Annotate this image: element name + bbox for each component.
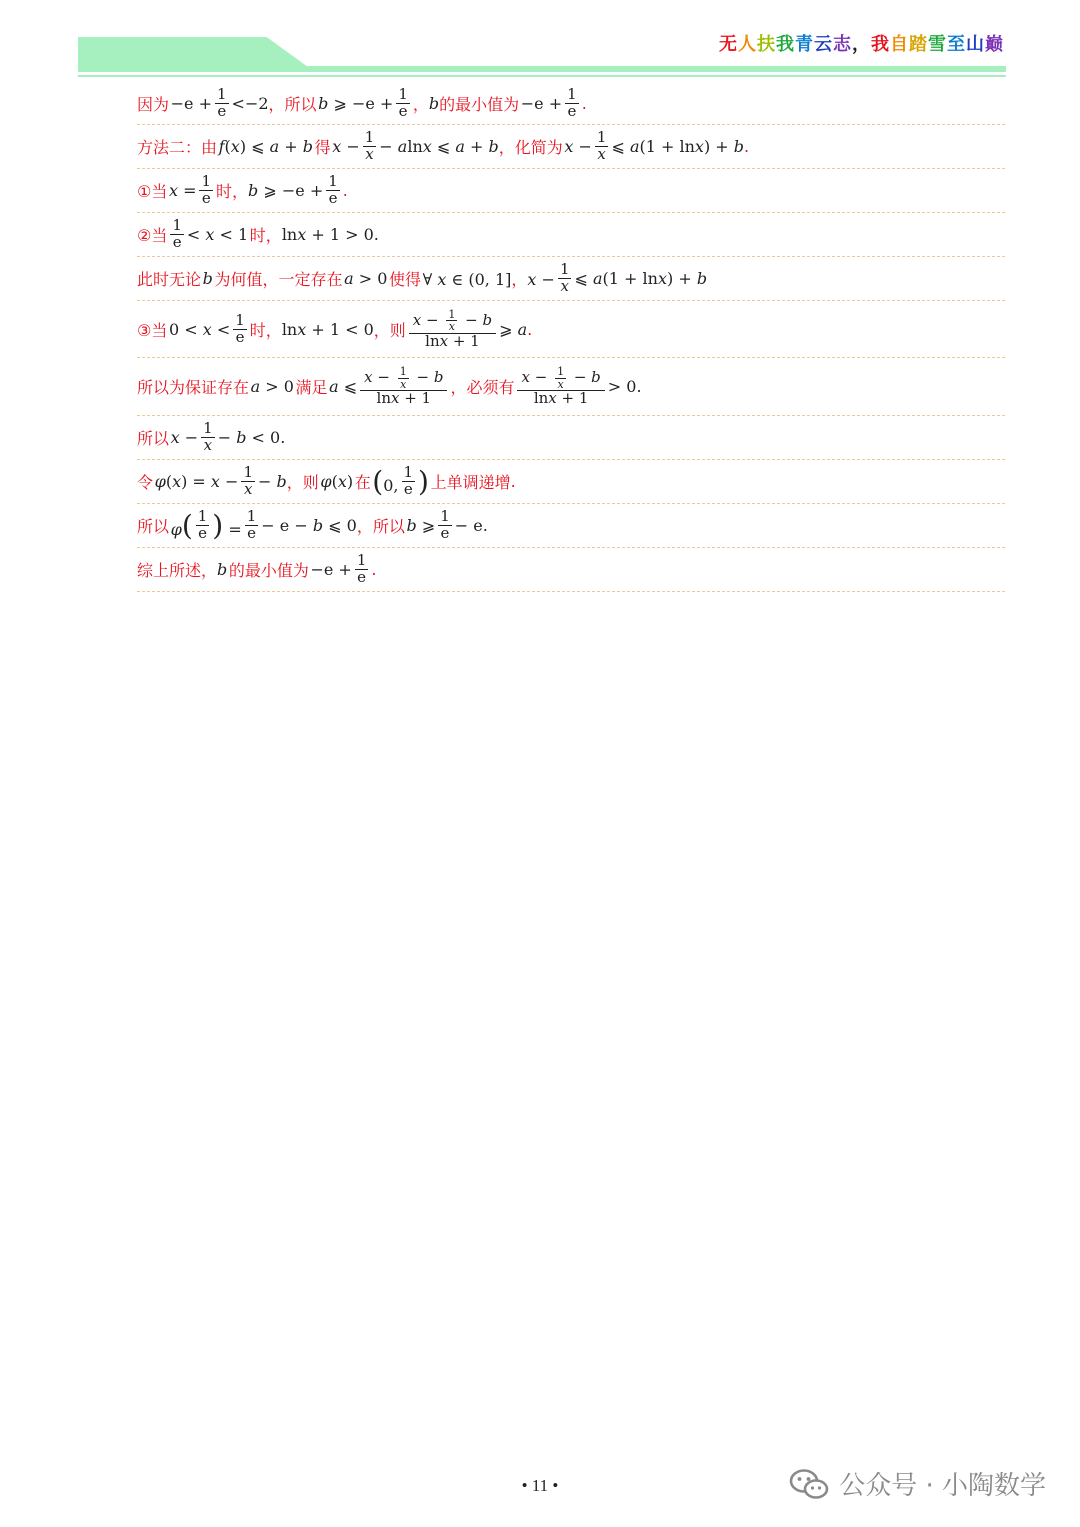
line-text: 时， xyxy=(249,320,282,340)
solution-line: ①当 x = $\frac{1}{e}$ 时， b ⩾ −e + $\frac{1}{e}$ . xyxy=(137,169,1005,213)
motto-char: 无 xyxy=(719,34,738,55)
fraction: $\frac{1}{e}$ xyxy=(216,84,227,120)
solution-line: 令 φ(x) = x − $\frac{1}{x}$ − b ，则 φ(x) 在 (0, 1 e ) 上单调递增 . xyxy=(137,460,1005,504)
fraction: 1 e xyxy=(440,507,450,542)
line-text: 时， xyxy=(249,226,282,245)
line-text: 使得 xyxy=(388,270,421,289)
header-motto xyxy=(719,30,1004,56)
line-text: 所以 xyxy=(137,517,170,536)
solution-line: 综上所述， b 的最小值为 −e + $\frac{1}{e}$ . xyxy=(137,548,1005,592)
motto-char: 青 xyxy=(795,34,814,55)
motto-char: 自 xyxy=(890,34,909,55)
solution-line: 方法二：由 f(x) ⩽ a + b 得 x − $\frac{1}{x}$ − alnx ⩽ a + b ，化简为 x − $\frac{1}{x}$ ⩽ a(1 + lnx) + b . xyxy=(137,125,1005,169)
solution-body xyxy=(137,82,1005,592)
solution-line: 所以 x − $\frac{1}{x}$ − b < 0. xyxy=(137,416,1005,460)
line-text: ②当 xyxy=(137,226,168,245)
line-text: 时， xyxy=(216,182,249,201)
line-text: 因为 xyxy=(137,94,170,114)
line-text: 方法二：由 xyxy=(137,138,218,157)
fraction: 1 e xyxy=(172,216,182,251)
fraction: $\frac{1}{e}$ xyxy=(201,172,212,207)
line-text: 得 xyxy=(314,138,331,157)
solution-line: 此时无论 b 为何值，一定存在 a > 0 使得 ∀ x ∈ (0, 1]，x − $\frac{1}{x}$ ⩽ a(1 + lnx) + b xyxy=(137,257,1005,301)
fraction: 1 e xyxy=(403,463,414,498)
watermark xyxy=(789,1465,1046,1502)
line-text: 上单调递增 xyxy=(430,473,511,492)
fraction: 1 e xyxy=(235,310,245,346)
line-text: ③当 xyxy=(137,320,168,340)
line-text: 满足 xyxy=(295,378,328,397)
solution-line: 所以 φ( 1 e ) = $\frac{1}{e}$ − e − b ⩽ 0 ，所以 b ⩾ 1 e − e. xyxy=(137,504,1005,548)
line-text: 为何值，一定存在 xyxy=(214,270,343,289)
motto-char: 至 xyxy=(947,34,966,55)
wechat-icon xyxy=(789,1468,829,1500)
fraction: $\frac{1}{x}$ xyxy=(364,128,375,163)
fraction: $\frac{1}{e}$ xyxy=(356,551,367,586)
fraction: $\frac{1}{x}$ xyxy=(203,419,213,454)
watermark-text: 公众号 · 小陶数学 xyxy=(839,1471,1046,1501)
line-text: ，化简为 xyxy=(498,138,563,157)
header-tab xyxy=(78,37,308,67)
motto-char: 踏 xyxy=(909,34,928,55)
motto-char: 志 xyxy=(833,34,852,55)
line-text: 所以为保证存在 xyxy=(137,378,250,397)
solution-line: ②当 1 e < x < 1 时， lnx + 1 > 0. xyxy=(137,213,1005,257)
line-text: 在 xyxy=(354,473,371,492)
line-text: 令 xyxy=(137,473,154,492)
fraction: $\frac{1}{e}$ xyxy=(398,84,408,120)
fraction: $\frac{1}{e}$ xyxy=(246,507,257,542)
motto-char: 云 xyxy=(814,34,833,55)
fraction: x − $\frac{1}{x}$ − b lnx + 1 xyxy=(517,366,604,407)
fraction: $\frac{1}{e}$ xyxy=(328,172,338,207)
motto-char: 人 xyxy=(738,34,757,55)
motto-char: 山 xyxy=(966,34,985,55)
line-text: 所以 xyxy=(137,429,170,448)
solution-line: 因为 −e + $\frac{1}{e}$ <−2 ，所以 b ⩾ −e + $\frac{1}{e}$ ， b 的最小值为 −e + $\frac{1}{e}$ . xyxy=(137,82,1005,125)
line-text: 的最小值为 xyxy=(228,561,309,580)
line-text: ，则 xyxy=(286,473,319,492)
motto-char: 扶 xyxy=(757,34,776,55)
line-text: ，所以 xyxy=(268,94,317,114)
motto-char: 雪 xyxy=(928,34,947,55)
fraction: $\frac{1}{x}$ xyxy=(559,260,570,295)
fraction: $\frac{1}{x}$ xyxy=(243,463,253,498)
solution-line: 所以为保证存在 a > 0 满足 a ⩽ x − $\frac{1}{x}$ − b lnx + 1 ，必须有 x − $\frac{1}{x}$ − b lnx + 1 > 0. xyxy=(137,358,1005,416)
header-bar xyxy=(78,66,1006,72)
line-text: ，则 xyxy=(373,320,406,340)
motto-char: 我 xyxy=(871,34,890,55)
line-text: 综上所述， xyxy=(137,561,218,580)
fraction: $\frac{1}{x}$ xyxy=(596,128,607,163)
fraction: $\frac{1}{e}$ xyxy=(567,84,577,120)
fraction: x − $\frac{1}{x}$ − b lnx + 1 xyxy=(360,366,447,407)
motto-char: ， xyxy=(852,34,871,55)
motto-char: 我 xyxy=(776,34,795,55)
line-text: ，必须有 xyxy=(450,378,515,397)
line-text: 的最小值为 xyxy=(439,94,520,114)
header-rule xyxy=(78,75,1006,77)
line-text: 此时无论 xyxy=(137,270,202,289)
line-text: ， xyxy=(412,94,429,114)
page-number: • 11 • xyxy=(521,1476,559,1495)
fraction: 1 e xyxy=(197,507,208,542)
motto-char: 巅 xyxy=(985,34,1004,55)
line-text: ①当 xyxy=(137,182,168,201)
fraction: x − $\frac{1}{x}$ − b lnx + 1 xyxy=(409,309,496,350)
solution-line: ③当 0 < x < 1 e 时， lnx + 1 < 0 ，则 x − $\frac{1}{x}$ − b lnx + 1 ⩾ a. xyxy=(137,301,1005,358)
line-text: ，所以 xyxy=(356,517,405,536)
